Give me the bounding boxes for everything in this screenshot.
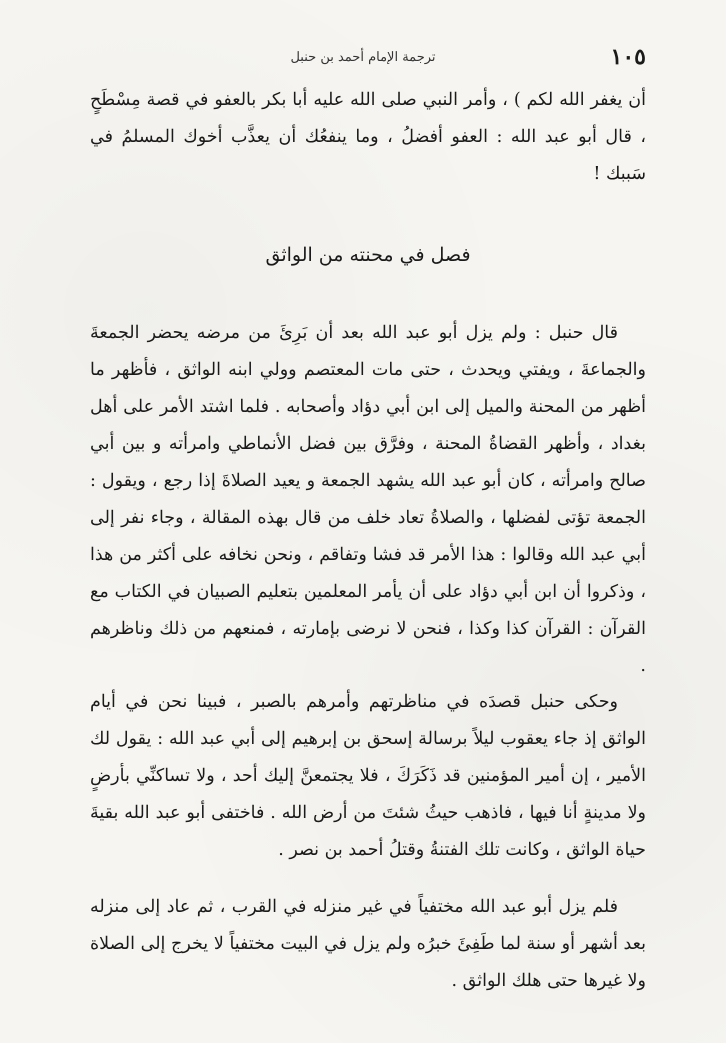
paragraph-text: فلم يزل أبو عبد الله مختفياً في غير منزله في القرب ، ثم عاد إلى منزله بعد أشهر أو سنة لما طَفِئَ خبرُه ولم يزل في البيت مختفياً لا يخرج إلى الصلاة ولا غيرها حتى هلك الواثق .: [90, 897, 646, 991]
paragraph-1: [90, 315, 646, 685]
paragraph-text: وحكى حنبل قصدَه في مناظرتهم وأمرهم بالصبر ، فبينا نحن في أيام الواثق إذ جاء يعقوب ليلاً برسالة إسحق بن إبرهيم إلى أبي عبد الله : يقول لك الأمير ، إن أمير المؤمنين قد ذَكَرَكَ ، فلا يجتمعنَّ إليك أحد ، ولا تساكنِّي بأرضٍ ولا مدينةٍ أنا فيها ، فاذهب حيثُ شئتَ من أرض الله . فاختفى أبو عبد الله بقيةَ حياة الواثق ، وكانت تلك الفتنةُ وقتلُ أحمد بن نصر .: [90, 692, 646, 860]
page-number: ١٠٥: [610, 44, 646, 70]
paragraph-2: [90, 684, 646, 869]
intro-paragraph: [90, 82, 646, 193]
paragraph-text: قال حنبل : ولم يزل أبو عبد الله بعد أن بَرِئَ من مرضه يحضر الجمعةَ والجماعةَ ، ويفتي ويحدث ، حتى مات المعتصم وولي ابنه الواثق ، فأظهر ما أظهر من المحنة والميل إلى ابن أبي دؤاد وأصحابه . فلما اشتد الأمر على أهل بغداد ، وأظهر القضاةُ المحنة ، وفرَّق بين فضل الأنماطي وامرأته و بين أبي صالح وامرأته ، كان أبو عبد الله يشهد الجمعة و يعيد الصلاةَ إذا رجع ، ويقول : الجمعة تؤتى لفضلها ، والصلاةُ تعاد خلف من قال بهذه المقالة ، وجاء نفر إلى أبي عبد الله وقالوا : هذا الأمر قد فشا وتفاقم ، ونحن نخافه على أكثر من هذا ، وذكروا أن ابن أبي دؤاد على أن يأمر المعلمين بتعليم الصبيان في الكتاب مع القرآن : القرآن كذا وكذا ، فنحن لا نرضى بإمارته ، فمنعهم من ذلك وناظرهم .: [90, 323, 646, 676]
intro-text: أن يغفر الله لكم ) ، وأمر النبي صلى الله عليه أبا بكر بالعفو في قصة مِسْطَحٍ ، قال أبو عبد الله : العفو أفضلُ ، وما ينفعُك أن يعذَّب أخوك المسلمُ في سَببك !: [90, 90, 646, 184]
page-header: [80, 44, 646, 74]
paragraph-3: [90, 889, 646, 1000]
section-title: فصل في محنته من الواثق: [265, 244, 471, 266]
running-title: ترجمة الإمام أحمد بن حنبل: [290, 50, 436, 65]
